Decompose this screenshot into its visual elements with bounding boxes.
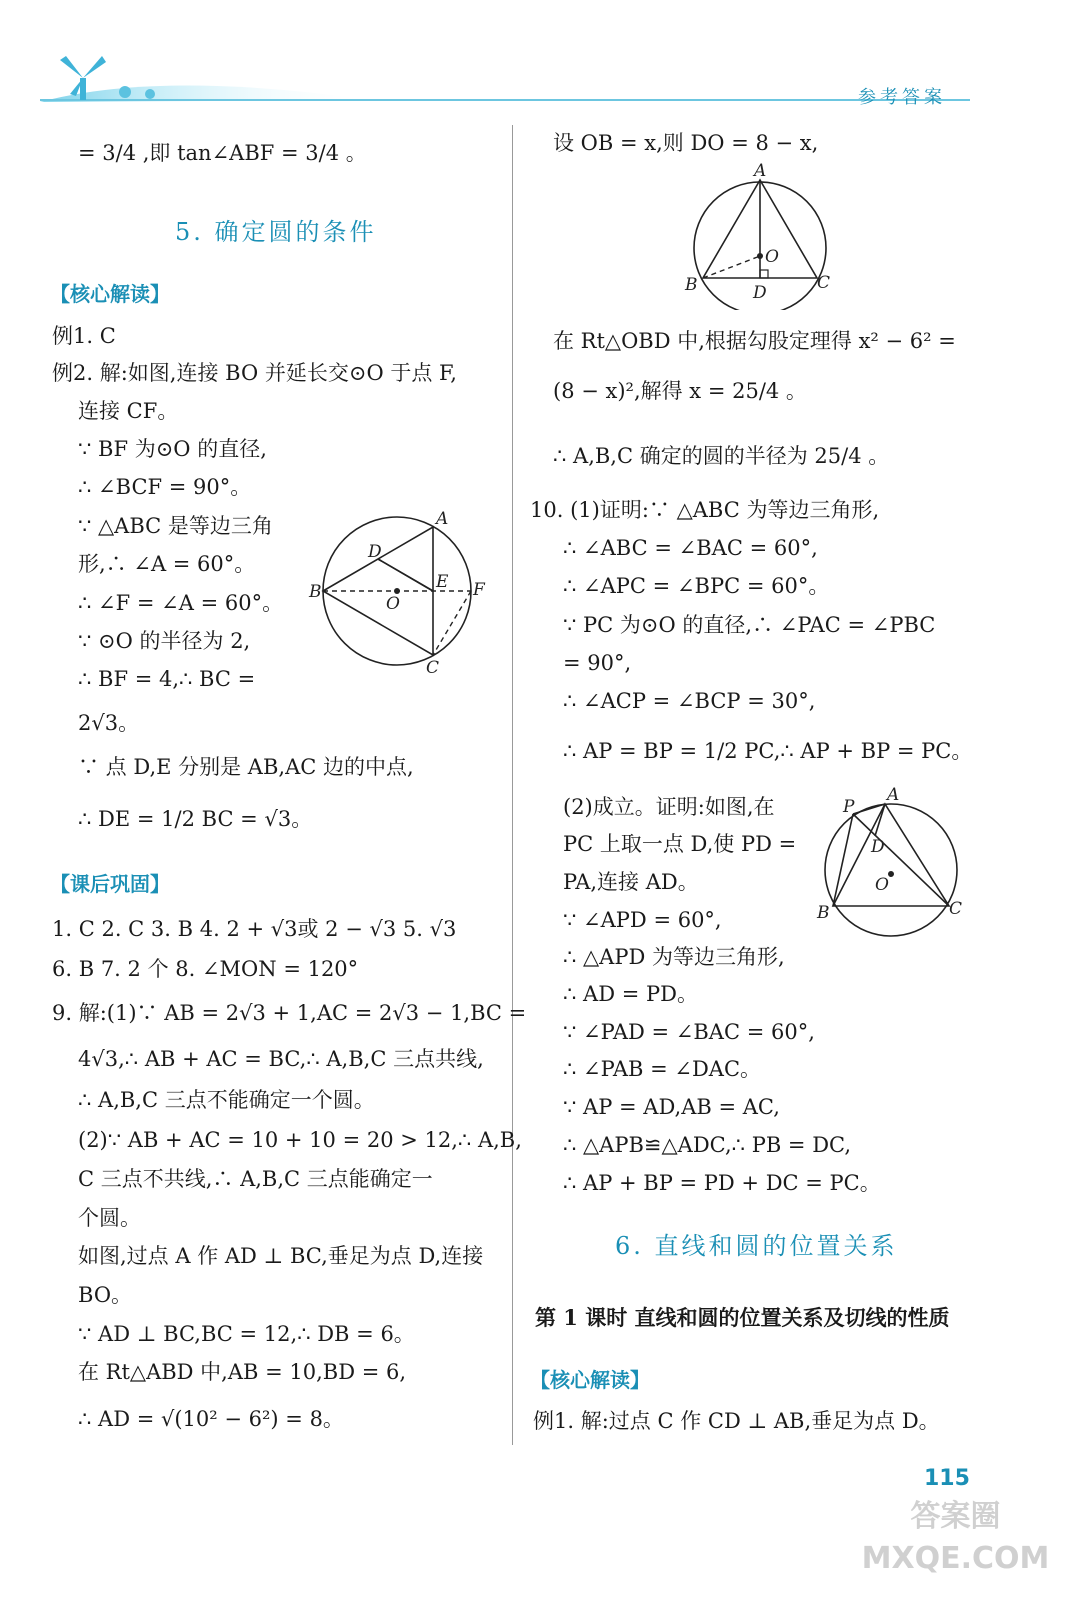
q10-line-11: ∵ ∠APD = 60°, bbox=[563, 908, 722, 932]
q10-line-3: ∴ ∠APC = ∠BPC = 60°。 bbox=[563, 574, 830, 598]
right-last-line: 例1. 解:过点 C 作 CD ⊥ AB,垂足为点 D。 bbox=[533, 1409, 940, 1433]
fig1-label-e: E bbox=[436, 572, 449, 592]
answers-line-4: 4√3,∴ AB + AC = BC,∴ A,B,C 三点共线, bbox=[78, 1047, 484, 1071]
fig2-label-c: C bbox=[817, 273, 831, 293]
right-line-4: ∴ A,B,C 确定的圆的半径为 25/4 。 bbox=[553, 444, 890, 468]
fig2-label-o: O bbox=[765, 247, 779, 267]
left-line-11: 2√3。 bbox=[78, 711, 140, 735]
q10-line-14: ∵ ∠PAD = ∠BAC = 60°, bbox=[563, 1020, 815, 1044]
left-line-7: 形,∴ ∠A = 60°。 bbox=[78, 552, 256, 576]
answers-line-13: ∴ AD = √(10² − 6²) = 8。 bbox=[78, 1407, 344, 1431]
answers-line-8: 个圆。 bbox=[78, 1206, 141, 1230]
section-title-6: 6. 直线和圆的位置关系 bbox=[615, 1232, 898, 1260]
fig3-label-b: B bbox=[817, 903, 830, 923]
left-line-1: 例1. C bbox=[52, 324, 116, 348]
lesson-title: 第 1 课时 直线和圆的位置关系及切线的性质 bbox=[535, 1305, 950, 1330]
left-line-6: ∵ △ABC 是等边三角 bbox=[78, 514, 273, 538]
q10-line-9: PC 上取一点 D,使 PD = bbox=[563, 832, 797, 856]
q10-line-7: ∴ AP = BP = 1/2 PC,∴ AP + BP = PC。 bbox=[563, 739, 973, 763]
fig1-label-f: F bbox=[473, 580, 485, 600]
answers-line-2: 6. B 7. 2 个 8. ∠MON = 120° bbox=[52, 957, 359, 981]
fig3-label-p: P bbox=[843, 797, 855, 817]
fig2-label-a: A bbox=[754, 161, 767, 181]
fig1-label-c: C bbox=[426, 658, 440, 678]
fig2-label-d: D bbox=[753, 283, 767, 303]
answers-line-3: 9. 解:(1)∵ AB = 2√3 + 1,AC = 2√3 − 1,BC = bbox=[52, 1001, 527, 1025]
answers-line-5: ∴ A,B,C 三点不能确定一个圆。 bbox=[78, 1088, 375, 1112]
fig1-label-b: B bbox=[309, 582, 322, 602]
q10-line-1: 10. (1)证明:∵ △ABC 为等边三角形, bbox=[530, 498, 880, 522]
header-label: 参考答案 bbox=[858, 87, 946, 108]
q10-line-15: ∴ ∠PAB = ∠DAC。 bbox=[563, 1057, 762, 1081]
page-number: 115 bbox=[924, 1466, 970, 1491]
right-line-2: 在 Rt△OBD 中,根据勾股定理得 x² − 6² = bbox=[553, 329, 956, 353]
watermark: 答案圈 MXQE.COM bbox=[861, 1499, 1050, 1576]
q10-line-8: (2)成立。证明:如图,在 bbox=[563, 795, 775, 819]
answers-line-6: (2)∵ AB + AC = 10 + 10 = 20 > 12,∴ A,B, bbox=[78, 1128, 522, 1152]
left-top-line: = 3/4 ,即 tan∠ABF = 3/4 。 bbox=[78, 141, 367, 165]
q10-line-5: = 90°, bbox=[563, 651, 632, 675]
fig3-label-o: O bbox=[875, 875, 889, 895]
left-line-13: ∴ DE = 1/2 BC = √3。 bbox=[78, 807, 313, 831]
answers-line-12: 在 Rt△ABD 中,AB = 10,BD = 6, bbox=[78, 1360, 407, 1384]
left-line-12: ∵ 点 D,E 分别是 AB,AC 边的中点, bbox=[78, 755, 414, 779]
answers-line-11: ∵ AD ⊥ BC,BC = 12,∴ DB = 6。 bbox=[78, 1322, 415, 1346]
left-line-4: ∵ BF 为⊙O 的直径, bbox=[78, 437, 267, 461]
left-line-8: ∴ ∠F = ∠A = 60°。 bbox=[78, 591, 284, 615]
tag-after-class: 【课后巩固】 bbox=[50, 872, 170, 896]
answers-line-10: BO。 bbox=[78, 1283, 133, 1307]
right-line-1: 设 OB = x,则 DO = 8 − x, bbox=[553, 131, 819, 155]
fig1-label-o: O bbox=[386, 594, 400, 614]
fig3-label-d: D bbox=[871, 837, 885, 857]
left-line-3: 连接 CF。 bbox=[78, 399, 179, 423]
fig2-label-b: B bbox=[685, 275, 698, 295]
fig1-label-a: A bbox=[436, 509, 449, 529]
figure-circle-triangle-1 bbox=[305, 505, 495, 680]
q10-line-18: ∴ AP + BP = PD + DC = PC。 bbox=[563, 1171, 881, 1195]
fig3-label-a: A bbox=[887, 785, 900, 805]
figure-circle-triangle-2 bbox=[675, 160, 850, 310]
answers-line-7: C 三点不共线,∴ A,B,C 三点能确定一 bbox=[78, 1167, 433, 1191]
right-line-3: (8 − x)²,解得 x = 25/4 。 bbox=[553, 379, 807, 403]
left-line-2: 例2. 解:如图,连接 BO 并延长交⊙O 于点 F, bbox=[52, 361, 457, 385]
q10-line-10: PA,连接 AD。 bbox=[563, 870, 699, 894]
figure-circle-triangle-3 bbox=[813, 780, 973, 950]
answers-line-1: 1. C 2. C 3. B 4. 2 + √3或 2 − √3 5. √3 bbox=[52, 917, 457, 941]
section-title-5: 5. 确定圆的条件 bbox=[175, 218, 377, 246]
tag-core-reading: 【核心解读】 bbox=[50, 282, 170, 306]
q10-line-12: ∴ △APD 为等边三角形, bbox=[563, 945, 785, 969]
tag-core-reading-right: 【核心解读】 bbox=[530, 1368, 650, 1392]
q10-line-16: ∵ AP = AD,AB = AC, bbox=[563, 1095, 780, 1119]
left-line-9: ∵ ⊙O 的半径为 2, bbox=[78, 629, 251, 653]
q10-line-17: ∴ △APB≌△ADC,∴ PB = DC, bbox=[563, 1133, 852, 1157]
q10-line-4: ∵ PC 为⊙O 的直径,∴ ∠PAC = ∠PBC bbox=[563, 613, 936, 637]
left-line-10: ∴ BF = 4,∴ BC = bbox=[78, 667, 256, 691]
q10-line-13: ∴ AD = PD。 bbox=[563, 982, 698, 1006]
q10-line-2: ∴ ∠ABC = ∠BAC = 60°, bbox=[563, 536, 818, 560]
header-banner bbox=[40, 50, 980, 110]
q10-line-6: ∴ ∠ACP = ∠BCP = 30°, bbox=[563, 689, 816, 713]
fig3-label-c: C bbox=[949, 899, 963, 919]
answers-line-9: 如图,过点 A 作 AD ⊥ BC,垂足为点 D,连接 bbox=[78, 1244, 484, 1268]
left-line-5: ∴ ∠BCF = 90°。 bbox=[78, 475, 252, 499]
column-divider bbox=[512, 125, 513, 1445]
fig1-label-d: D bbox=[368, 542, 382, 562]
